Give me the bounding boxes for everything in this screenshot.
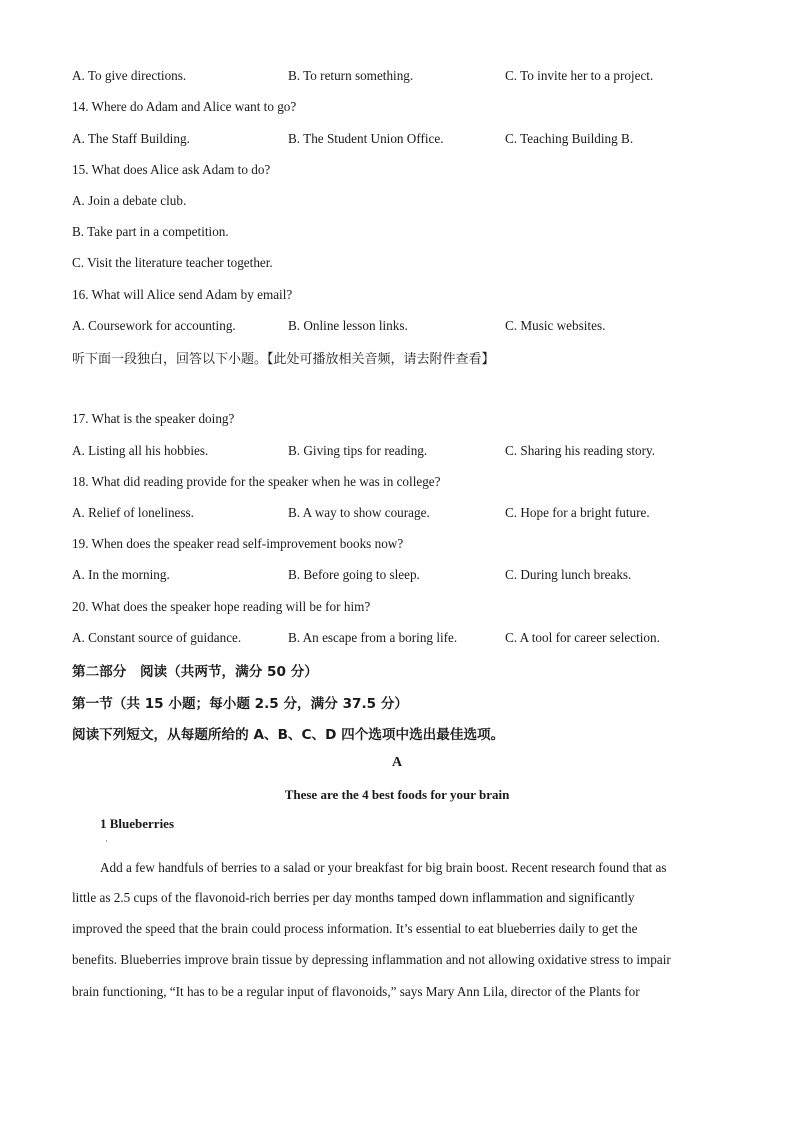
- reading-instruction: 阅读下列短文，从每题所给的 A、B、C、D 四个选项中选出最佳选项。: [72, 727, 505, 743]
- q14-question: 14. Where do Adam and Alice want to go?: [72, 99, 297, 114]
- q18-option-c: C. Hope for a bright future.: [505, 505, 650, 520]
- paragraph-line-2: little as 2.5 cups of the flavonoid-rich berries per day months tamped down inflammation and significantly: [72, 890, 635, 905]
- paragraph-line-5: brain functioning, “It has to be a regular input of flavonoids,” says Mary Ann Lila, director of the Plants for: [72, 984, 640, 999]
- q17-option-c: C. Sharing his reading story.: [505, 443, 656, 458]
- q20-option-c: C. A tool for career selection.: [505, 630, 660, 645]
- q19-option-c: C. During lunch breaks.: [505, 567, 632, 582]
- q13-option-b: B. To return something.: [288, 68, 414, 83]
- q18-option-a: A. Relief of loneliness.: [72, 505, 194, 520]
- q19-option-a: A. In the morning.: [72, 567, 170, 582]
- q20-question: 20. What does the speaker hope reading will be for him?: [72, 599, 371, 614]
- monologue-instruction: 听下面一段独白，回答以下小题。【此处可播放相关音频，请去附件查看】: [72, 352, 495, 367]
- q19-question: 19. When does the speaker read self-improvement books now?: [72, 536, 404, 551]
- part2-heading: 第二部分 阅读（共两节，满分 50 分）: [72, 664, 318, 680]
- q20-option-a: A. Constant source of guidance.: [72, 630, 242, 645]
- q15-option-a: A. Join a debate club.: [72, 193, 187, 208]
- q20-option-b: B. An escape from a boring life.: [288, 630, 458, 645]
- paragraph-line-1: Add a few handfuls of berries to a salad or your breakfast for big brain boost. Recent research found that as: [100, 860, 667, 875]
- stray-mark: ·: [105, 836, 108, 846]
- section1-heading: 第一节（共 15 小题；每小题 2.5 分，满分 37.5 分）: [72, 696, 409, 712]
- q14-option-b: B. The Student Union Office.: [288, 131, 444, 146]
- q13-option-a: A. To give directions.: [72, 68, 187, 83]
- q15-option-c: C. Visit the literature teacher together.: [72, 255, 273, 270]
- q16-option-b: B. Online lesson links.: [288, 318, 408, 333]
- q17-option-b: B. Giving tips for reading.: [288, 443, 428, 458]
- q13-option-c: C. To invite her to a project.: [505, 68, 654, 83]
- q17-option-a: A. Listing all his hobbies.: [72, 443, 209, 458]
- q15-question: 15. What does Alice ask Adam to do?: [72, 162, 271, 177]
- paragraph-line-3: improved the speed that the brain could process information. It’s essential to eat blueberries daily to get the: [72, 921, 638, 936]
- q14-option-c: C. Teaching Building B.: [505, 131, 634, 146]
- q16-option-c: C. Music websites.: [505, 318, 606, 333]
- passage-title: These are the 4 best foods for your brain: [284, 787, 510, 802]
- q19-option-b: B. Before going to sleep.: [288, 567, 420, 582]
- paragraph-line-4: benefits. Blueberries improve brain tissue by depressing inflammation and not allowing oxidative stress to impair: [72, 952, 671, 967]
- q15-option-b: B. Take part in a competition.: [72, 224, 229, 239]
- q16-question: 16. What will Alice send Adam by email?: [72, 287, 293, 302]
- q18-question: 18. What did reading provide for the speaker when he was in college?: [72, 474, 441, 489]
- subheading-blueberries: 1 Blueberries: [100, 816, 175, 831]
- q14-option-a: A. The Staff Building.: [72, 131, 190, 146]
- passage-label: A: [391, 755, 403, 770]
- q18-option-b: B. A way to show courage.: [288, 505, 430, 520]
- q16-option-a: A. Coursework for accounting.: [72, 318, 236, 333]
- q17-question: 17. What is the speaker doing?: [72, 411, 235, 426]
